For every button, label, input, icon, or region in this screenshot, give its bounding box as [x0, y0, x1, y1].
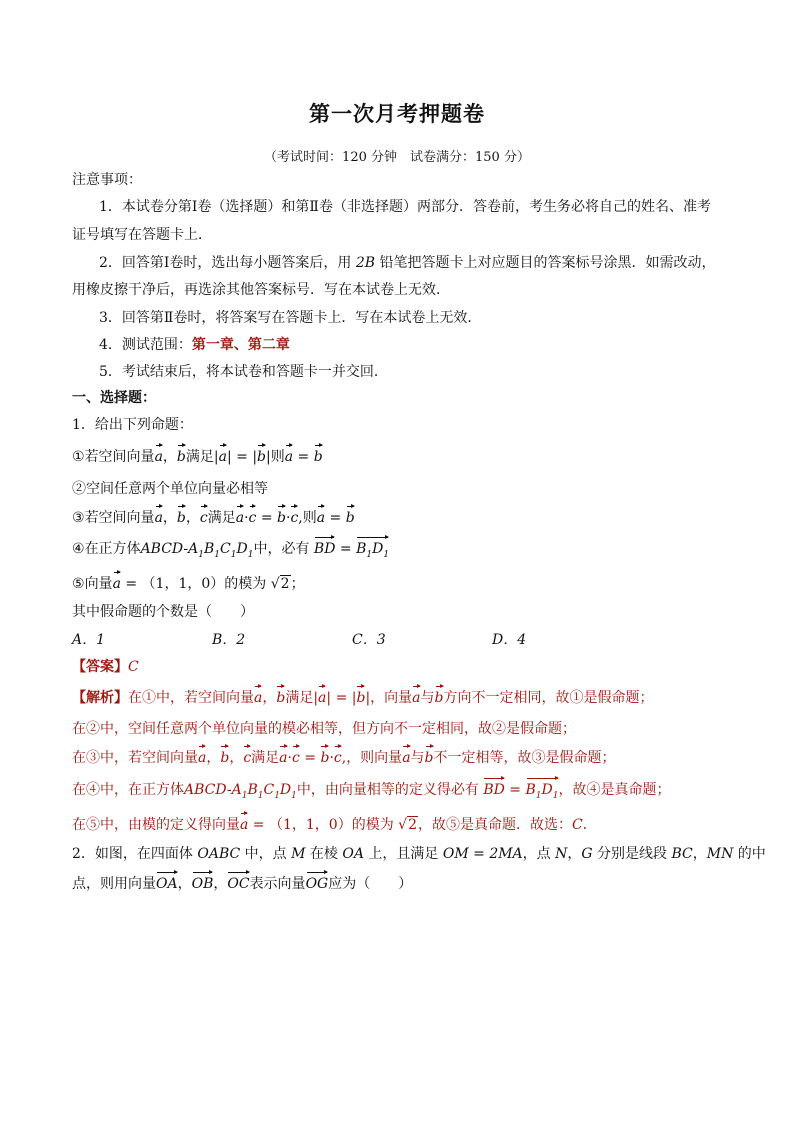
q1-options	[72, 630, 632, 650]
section-heading: 一、选择题：	[72, 390, 156, 406]
note-4: 4．测试范围：第一章、第二章	[99, 337, 290, 353]
note-1a: 1．本试卷分第Ⅰ卷（选择题）和第Ⅱ卷（非选择题）两部分．答卷前，考生务必将自己的姓名、准考	[99, 199, 711, 215]
analysis-4: 在④中，在正方体ABCD-$A_1B_1C_1D_1$中，由向量相等的定义得必有 BD = $B_1D_1$，故④是真命题；	[72, 780, 671, 806]
page-title: 第一次月考押题卷	[309, 102, 485, 126]
analysis-3: 在③中，若空间向量a，b，c满足a·c = b·c,，则向量a与b不一定相等，故③是假命题；	[72, 750, 616, 766]
q1-item-5: ⑤向量a = （1，1，0）的模为 √2；	[72, 576, 305, 592]
analysis-5: 在⑤中，由模的定义得向量a = （1，1，0）的模为 √2，故⑤是真命题．故选：C．	[72, 817, 597, 833]
note-5: 5．考试结束后，将本试卷和答题卡一并交回．	[99, 364, 388, 380]
note-2b: 用橡皮擦干净后，再选涂其他答案标号．写在本试卷上无效．	[72, 282, 450, 298]
note-1b: 证号填写在答题卡上．	[72, 227, 212, 243]
test-scope: 第一章、第二章	[191, 337, 290, 353]
option-a: A．1	[72, 632, 106, 648]
q1-answer: 【答案】C	[72, 659, 139, 675]
q2-line-2: 点，则用向量OA，OB，OC表示向量OG应为（ ）	[72, 876, 413, 892]
analysis-1: 【解析】在①中，若空间向量a，b满足|a| = |b|，向量a与b方向不一定相同，故①是假命题；	[72, 690, 654, 706]
option-b: B．2	[212, 632, 246, 648]
q1-item-4: ④在正方体ABCD-$A_1B_1C_1D_1$中，必有 BD = $B_1D_1$	[72, 539, 389, 565]
analysis-2: 在②中，空间任意两个单位向量的模必相等，但方向不一定相同，故②是假命题；	[72, 721, 576, 737]
notes-heading: 注意事项：	[72, 172, 142, 188]
option-d: D．4	[492, 632, 527, 648]
q1-question: 其中假命题的个数是（ ）	[72, 604, 254, 620]
exam-info: （考试时间：120 分钟 试卷满分：150 分）	[264, 150, 530, 165]
q1-item-2: ②空间任意两个单位向量必相等	[72, 481, 268, 497]
q2-line-1: 2．如图，在四面体 OABC 中，点 M 在棱 OA 上，且满足 OM = 2MA，点 N，G 分别是线段 BC，MN 的中	[72, 846, 766, 862]
q1-item-1: ①若空间向量a，b满足|a| = |b|则a = b	[72, 449, 323, 465]
q1-stem: 1．给出下列命题：	[72, 417, 193, 433]
note-2a: 2．回答第Ⅰ卷时，选出每小题答案后，用 2B 铅笔把答题卡上对应题目的答案标号涂黑．如需改动，	[99, 255, 716, 271]
q1-item-3: ③若空间向量a，b，c满足a·c = b·c,则a = b	[72, 510, 355, 526]
option-c: C．3	[352, 632, 386, 648]
note-3: 3．回答第Ⅱ卷时，将答案写在答题卡上．写在本试卷上无效．	[99, 310, 482, 326]
